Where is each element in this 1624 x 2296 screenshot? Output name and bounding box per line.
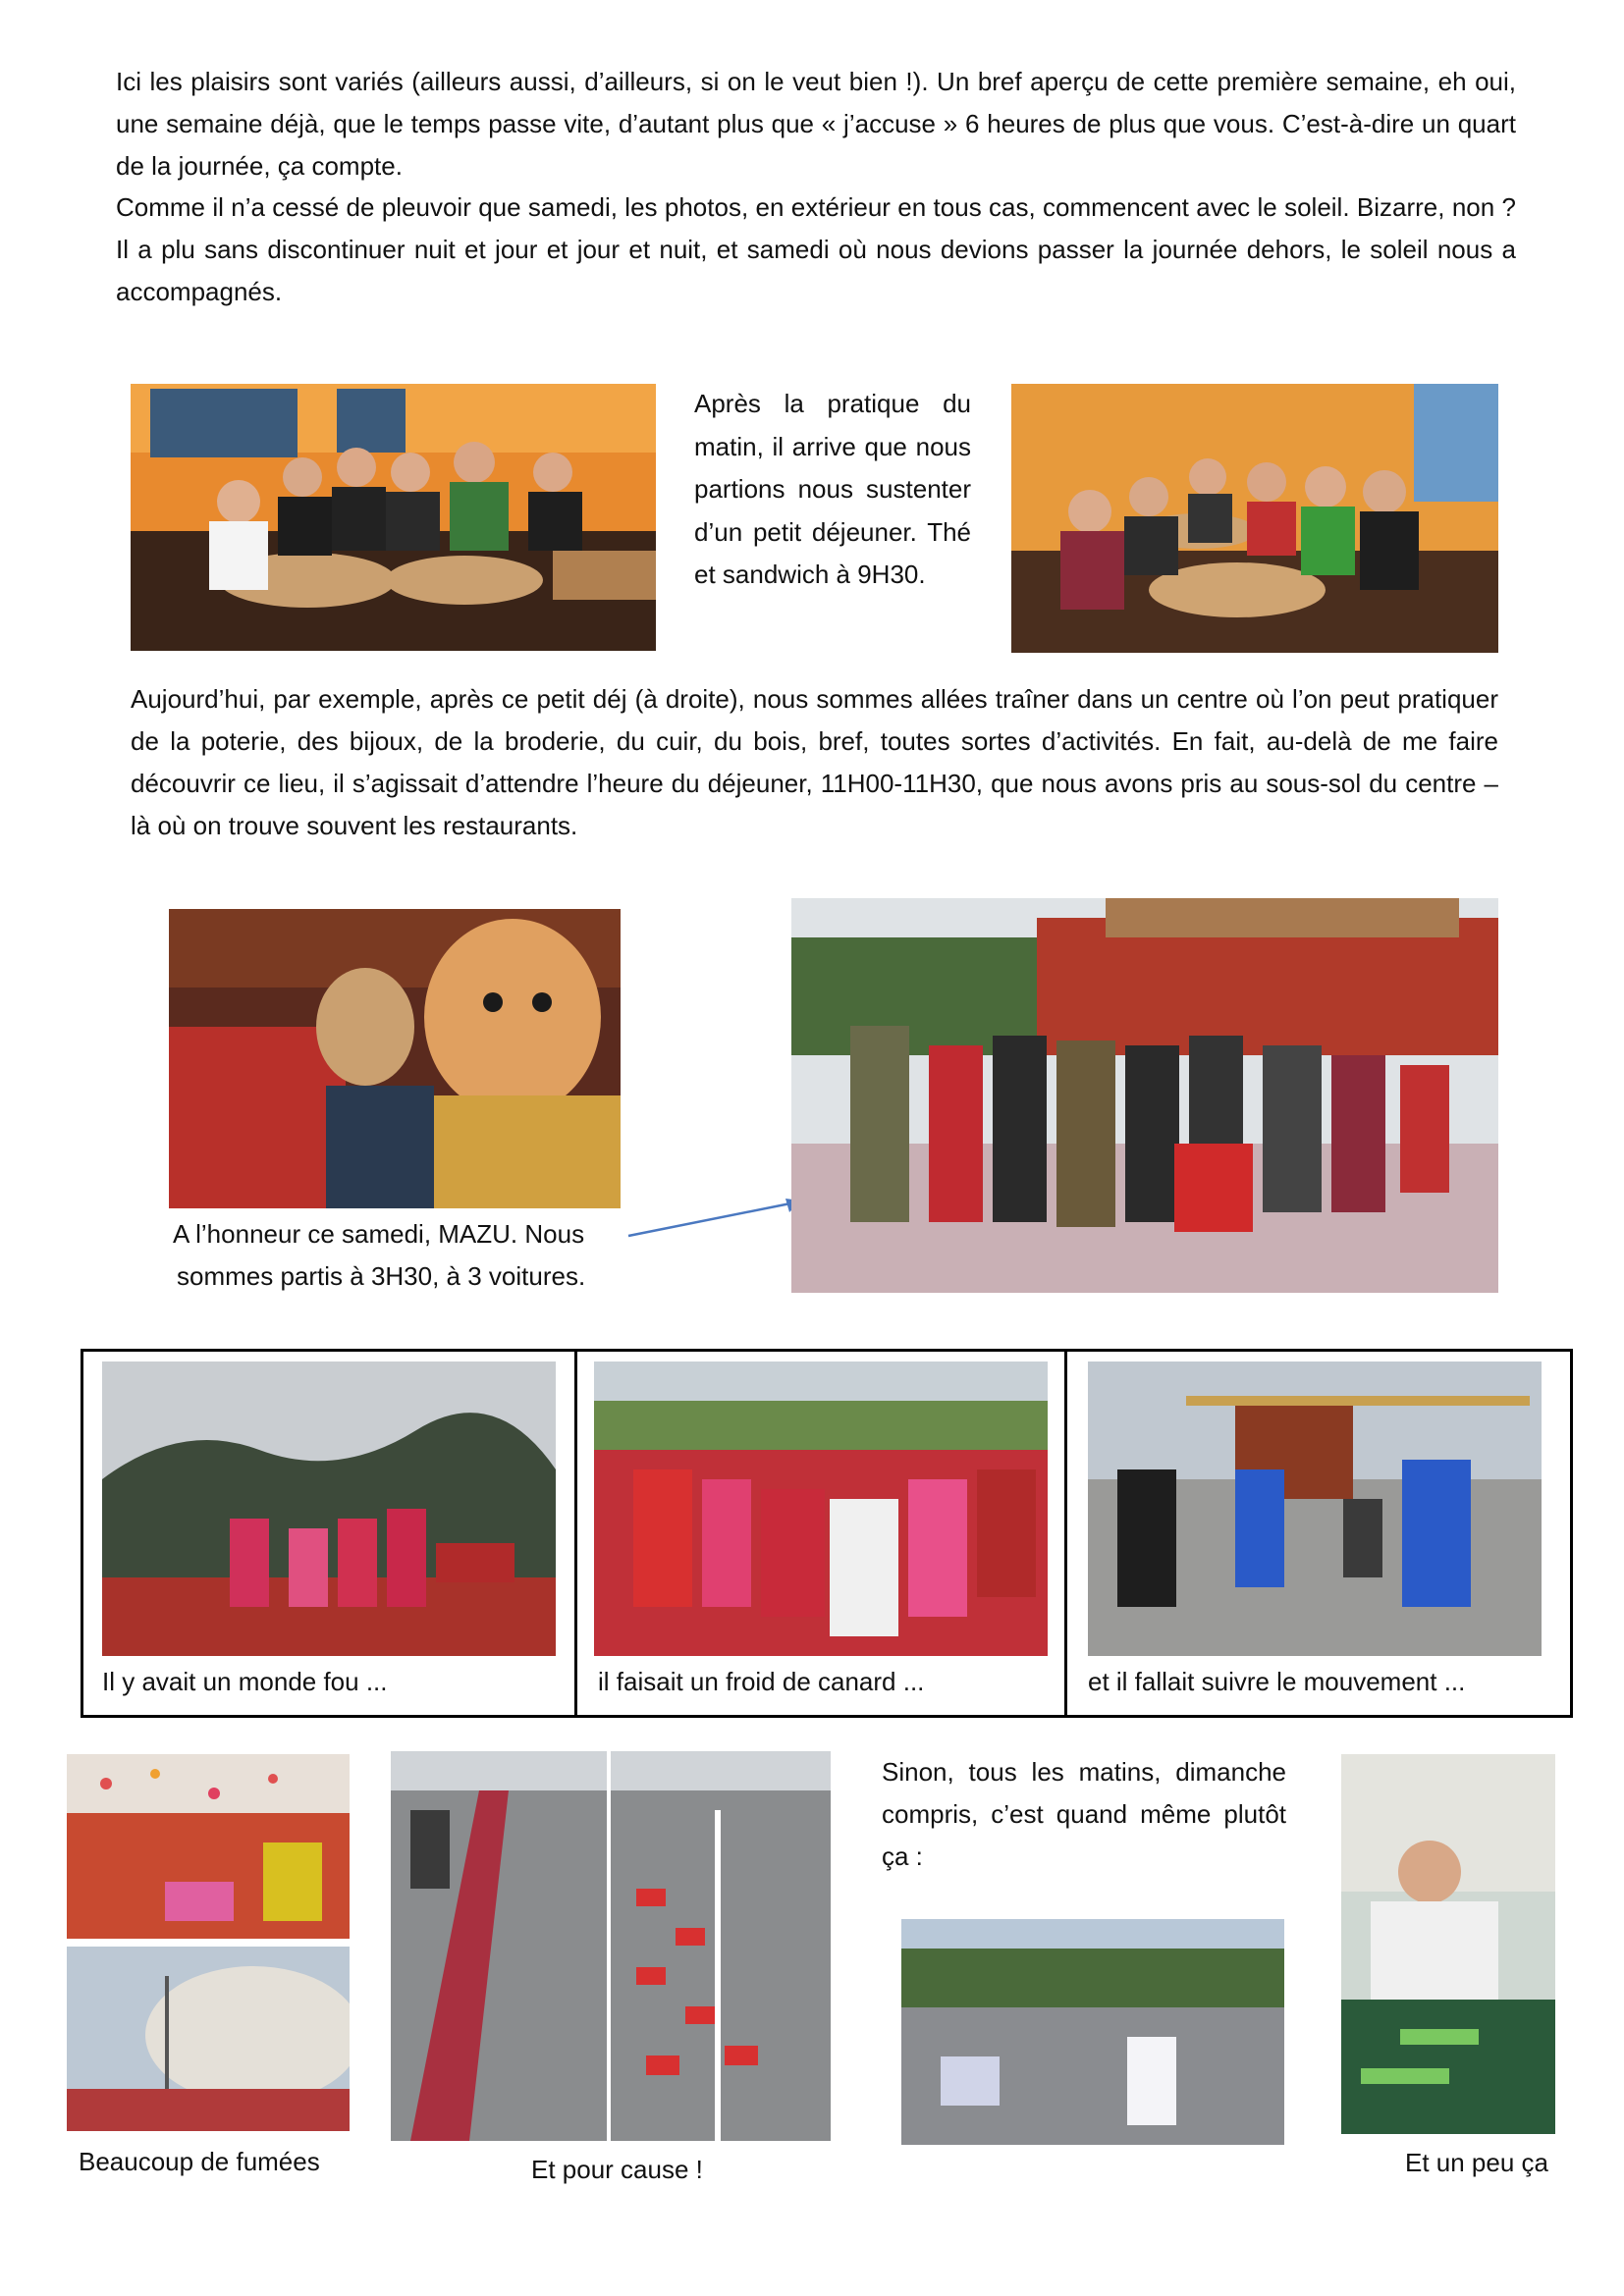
mazu-statue-photo — [169, 909, 621, 1208]
temple-group-photo — [791, 898, 1498, 1293]
confetti-crowd-photo — [67, 1754, 350, 1939]
procession-caption-3: et il fallait suivre le mouvement ... — [1088, 1667, 1466, 1696]
palanquin-carriers-photo — [1088, 1362, 1542, 1656]
mahjong-photo — [1341, 1754, 1555, 2134]
crowd-lion-dance-photo — [102, 1362, 556, 1656]
mazu-caption-line-2: sommes partis à 3H30, à 3 voitures. — [177, 1261, 586, 1291]
intro-paragraph-2: Comme il n’a cessé de pleuvoir que samedi, les photos, en extérieur en tous cas, commencent avec le soleil. Bizarre, non ? Il a plu sans discontinuer nuit et jour et jour et nuit, et samedi où nous devions passer la journée dehors, le soleil nous a accompagnés. — [116, 192, 1516, 306]
morning-text: Sinon, tous les matins, dimanche compris, c’est quand même plutôt ça : — [882, 1757, 1286, 1871]
firecracker-caption: Et pour cause ! — [531, 2155, 703, 2184]
cafe-group-photo-left — [131, 384, 656, 651]
tai-chi-photo — [901, 1919, 1284, 2145]
breakfast-text: Après la pratique du matin, il arrive que nous partions nous sustenter d’un petit déjeuner. Thé et sandwich à 9H30. — [694, 389, 971, 589]
mazu-caption-line-1: A l’honneur ce samedi, MAZU. Nous — [173, 1219, 585, 1249]
smoke-caption: Beaucoup de fumées — [79, 2147, 320, 2176]
cafe-group-photo-right — [1011, 384, 1498, 653]
firecrackers-road-photo — [391, 1751, 831, 2141]
procession-caption-2: il faisait un froid de canard ... — [598, 1667, 925, 1696]
walkers-crowd-photo — [594, 1362, 1048, 1656]
procession-caption-1: Il y avait un monde fou ... — [102, 1667, 388, 1696]
center-paragraph: Aujourd’hui, par exemple, après ce petit déj (à droite), nous sommes allées traîner dans un centre où l’on peut pratiquer de la poterie, des bijoux, de la broderie, du cuir, du bois, bref, toutes sortes d’activités. En fait, au-delà de me faire découvrir ce lieu, il s’agissait d’attendre l’heure du déjeuner, 11H00-11H30, que nous avons pris au sous-sol du centre –là où on trouve souvent les restaurants. — [131, 684, 1498, 840]
intro-paragraph-1: Ici les plaisirs sont variés (ailleurs aussi, d’ailleurs, si on le veut bien !). Un bref aperçu de cette première semaine, eh oui, une semaine déjà, que le temps passe vite, d’autant plus que « j’accuse » 6 heures de plus que vous. C’est-à-dire un quart de la journée, ça compte. — [116, 67, 1516, 181]
mahjong-caption: Et un peu ça — [1405, 2148, 1548, 2177]
pointer-arrow — [619, 1183, 815, 1242]
smoke-crowd-photo — [67, 1947, 350, 2131]
